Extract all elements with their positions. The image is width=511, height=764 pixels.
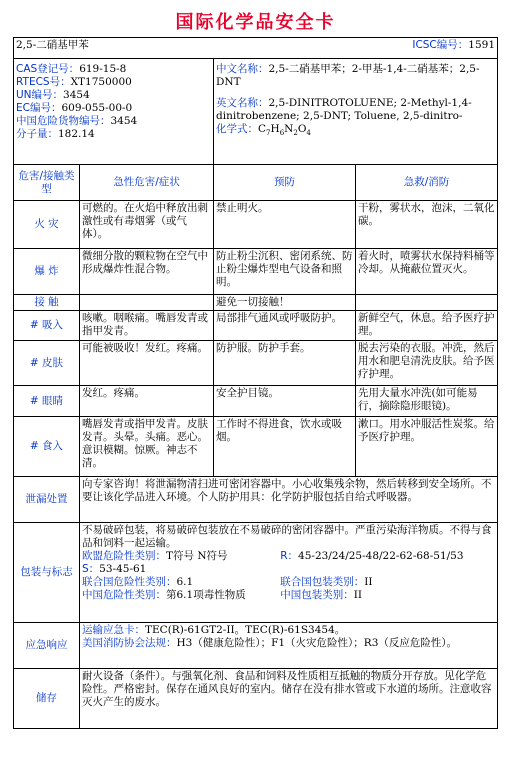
eu-classification: 欧盟危险性类别：T符号 N符号 R：45-23/24/25-48/22-62-68-51/53	[82, 550, 464, 562]
chemical-formula: 化学式：$C_7H_6N_2O_4$	[216, 123, 311, 138]
col-header-type: 危害/接触类型	[14, 165, 80, 201]
cn-classification: 中国危险性类别：第6.1项毒性物质 中国包装类别：II	[82, 589, 363, 601]
identifiers-block: CAS登记号：619-15-8 RTECS号：XT1750000 UN编号：3454 EC编号：609-055-00-0 中国危险货物编号：3454 分子量：182.14	[14, 59, 214, 165]
hazard-row-inhalation: # 吸入 咳嗽。咽喉痛。嘴唇发青或指甲发青。 局部排气通风或呼吸防护。 新鲜空气，休息。给予医疗护理。	[14, 311, 498, 341]
chemical-name: 2,5-二硝基甲苯	[14, 38, 318, 59]
hazard-row-contact: 接 触 避免一切接触！	[14, 295, 498, 311]
col-header-aid: 急救/消防	[356, 165, 498, 201]
emergency-row	[14, 623, 498, 669]
chinese-name: 2,5-二硝基甲苯；2-甲基-1,4-二硝基苯；2,5-DNT	[216, 63, 480, 88]
icsc-number: ICSC编号：1591	[318, 38, 498, 59]
package-label: 包装与标志	[14, 523, 80, 623]
rtecs-value: XT1750000	[70, 76, 132, 88]
molecular-weight-value: 182.14	[58, 128, 95, 140]
card-title: 国际化学品安全卡	[175, 12, 336, 33]
package-text: 不易破碎包装，将易破碎包装放在不易破碎的密闭容器中。严重污染海洋物质。不得与食品和饲料一起运输。	[82, 524, 492, 549]
safety-card-table	[13, 37, 498, 729]
emergency-content: 运输应急卡：TEC(R)-61GT2-II。TEC(R)-61S3454。 美国消防协会法规：H3（健康危险性）；F1（火灾危险性）；R3（反应危险性）。	[80, 623, 498, 669]
s-phrases: S：53-45-61	[82, 563, 147, 575]
col-header-acute: 急性危害/症状	[80, 165, 214, 201]
english-name: 2,5-DINITROTOLUENE; 2-Methyl-1,4-dinitrobenzene; 2,5-DNT; Toluene, 2,5-dinitro-	[216, 97, 472, 122]
cn-dangerous-goods-value: 3454	[110, 115, 138, 127]
hazard-row-skin: # 皮肤 可能被吸收！发红。疼痛。 防护服。防护手套。 脱去污染的衣服。冲洗，然后用水和肥皂清洗皮肤。给予医疗护理。	[14, 341, 498, 386]
spill-label: 泄漏处置	[14, 477, 80, 523]
identity-row	[14, 59, 498, 165]
header-row	[14, 38, 498, 59]
hazard-row-eyes: # 眼睛 发红。疼痛。 安全护目镜。 先用大量水冲洗(如可能易行，摘除隐形眼镜)。	[14, 386, 498, 417]
storage-text: 耐火设备（条件）。与强氧化剂、食品和饲料及性质相互抵触的物质分开存放。见化学危险性。严格密封。保存在通风良好的室内。储存在没有排水管或下水道的场所。注意收容灭火产生的废水。	[80, 669, 498, 729]
column-header-row	[14, 165, 498, 201]
ec-value: 609-055-00-0	[61, 102, 133, 114]
cas-value: 619-15-8	[79, 63, 127, 75]
package-row	[14, 523, 498, 623]
storage-row	[14, 669, 498, 729]
hazard-row-ingestion: # 食入 嘴唇发青或指甲发青。皮肤发青。头晕。头痛。恶心。意识模糊。惊厥。神志不清。 工作时不得进食，饮水或吸烟。 漱口。用水冲服活性炭浆。给予医疗护理。	[14, 417, 498, 477]
un-classification: 联合国危险性类别：6.1 联合国包装类别：II	[82, 576, 373, 588]
hazard-row-fire: 火 灾 可燃的。在火焰中释放出刺激性或有毒烟雾（或气体）。 禁止明火。 干粉，雾状水，泡沫，二氧化碳。	[14, 201, 498, 249]
package-content	[80, 523, 498, 623]
spill-text: 向专家咨询！将泄漏物清扫进可密闭容器中。小心收集残余物，然后转移到安全场所。不要让该化学品进入环境。个人防护用具：化学防护服包括自给式呼吸器。	[80, 477, 498, 523]
hazard-row-explosion: 爆 炸 微细分散的颗粒物在空气中形成爆炸性混合物。 防止粉尘沉积、密闭系统、防止粉尘爆炸型电气设备和照明。 着火时，喷雾状水保持料桶等冷却。从掩蔽位置灭火。	[14, 249, 498, 295]
col-header-prevent: 预防	[214, 165, 356, 201]
storage-label: 储存	[14, 669, 80, 729]
spill-row	[14, 477, 498, 523]
names-block: 中文名称：2,5-二硝基甲苯；2-甲基-1,4-二硝基苯；2,5-DNT 英文名称：2,5-DINITROTOLUENE; 2-Methyl-1,4-dinitrobenzene; 2,5-DNT; Toluene, 2,5-dinitro- 化学式：$C_7H_6N_2O_4$	[214, 59, 498, 165]
emergency-label: 应急响应	[14, 623, 80, 669]
un-value: 3454	[63, 89, 90, 101]
